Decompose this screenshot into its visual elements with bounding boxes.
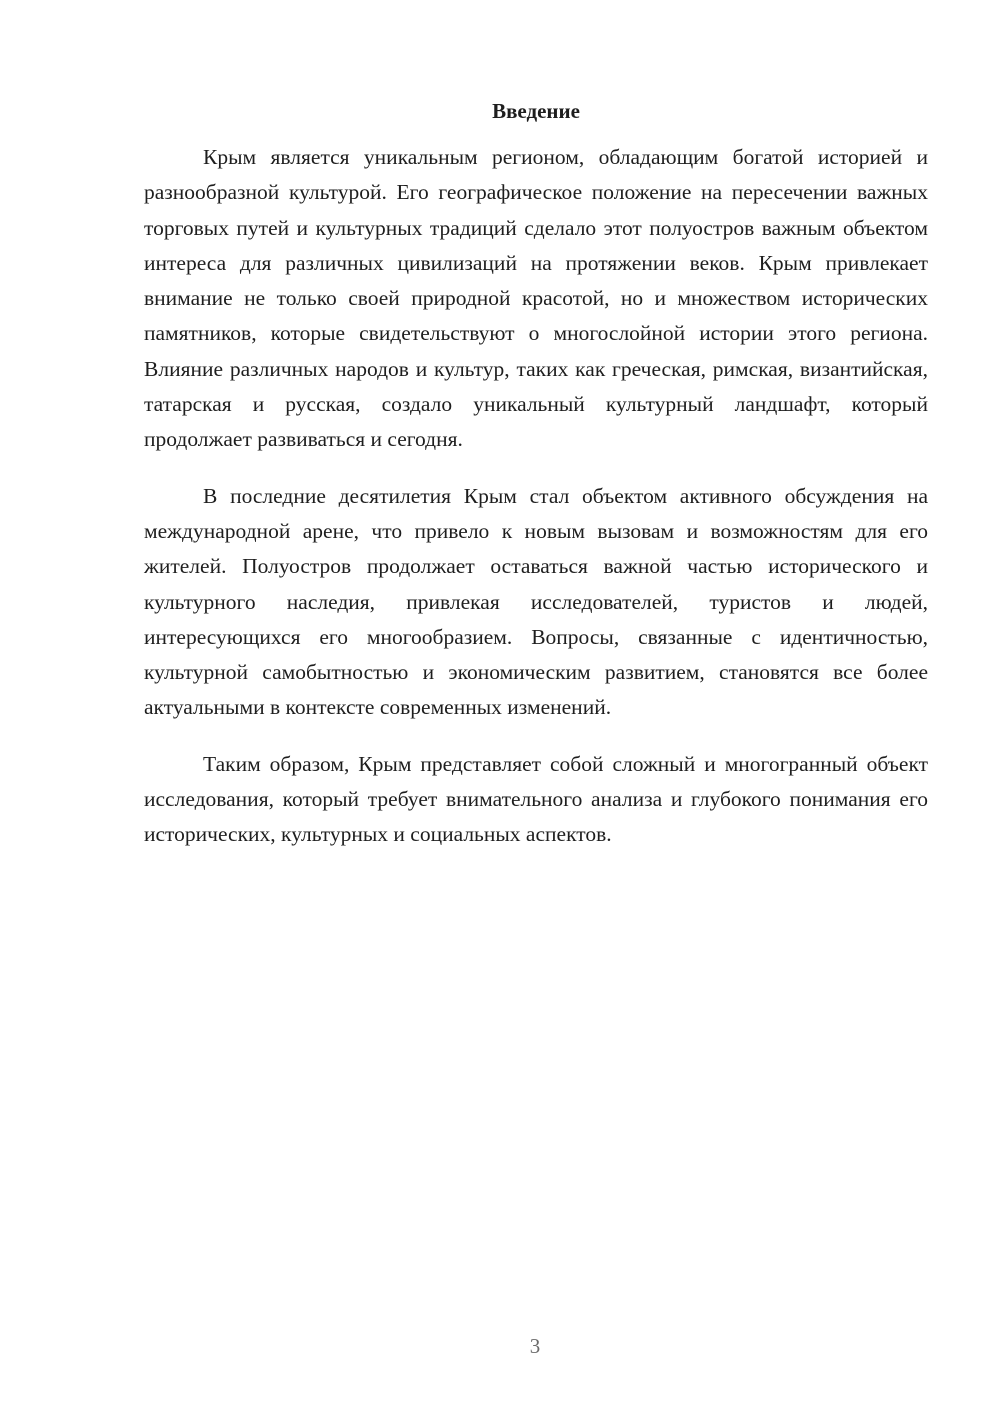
paragraph-2: В последние десятилетия Крым стал объектом активного обсуждения на международной арене, что привело к новым вызовам и возможностям для его жителей. Полуостров продолжает оставаться важной частью исторического и культурного наследия, привлекая исследователей, туристов и людей, интересующихся его многообразием. Вопросы, связанные с идентичностью, культурной самобытностью и экономическим развитием, становятся все более актуальными в контексте современных изменений. <box>144 483 928 720</box>
page-content <box>144 96 928 874</box>
paragraph-3: Таким образом, Крым представляет собой сложный и многогранный объект исследования, который требует внимательного анализа и глубокого понимания его исторических, культурных и социальных аспектов. <box>144 751 928 847</box>
section-heading: Введение <box>492 99 580 123</box>
page-number: 3 <box>529 1334 541 1358</box>
paragraph-1: Крым является уникальным регионом, обладающим богатой историей и разнообразной культурой. Его географическое положение на пересечении важных торговых путей и культурных традиций сделало этот полуостров важным объектом интереса для различных цивилизаций на протяжении веков. Крым привлекает внимание не только своей природной красотой, но и множеством исторических памятников, которые свидетельствуют о многослойной истории этого региона. Влияние различных народов и культур, таких как греческая, римская, византийская, татарская и русская, создало уникальный культурный ландшафт, который продолжает развиваться и сегодня. <box>144 145 928 452</box>
